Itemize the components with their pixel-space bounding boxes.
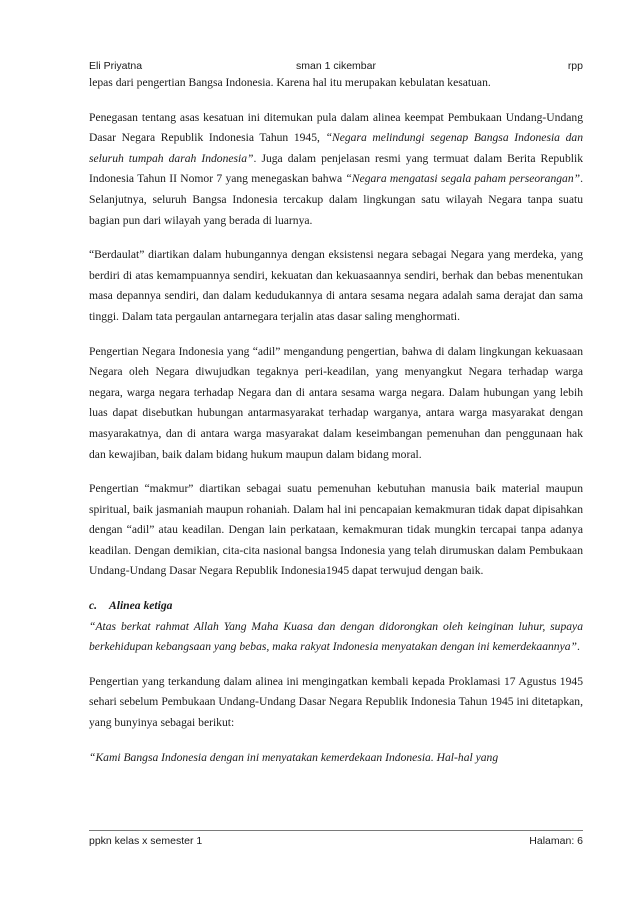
header-school: sman 1 cikembar (296, 60, 376, 72)
paragraph-adil: Pengertian Negara Indonesia yang “adil” mengandung pengertian, bahwa di dalam lingkungan kekuasaan Negara oleh Negara diwujudkan tegaknya peri-keadilan, yang menyangkut Negara terhadap warga negara, warga negara terhadap Negara dan di antara sesama warga negara. Dalam hubungan yang lebih luas dapat disebutkan hubungan antarmasyarakat terhadap warganya, antara warga masyarakat dengan masyarakatnya, dan di antara warga masyarakat dalam keseimbangan pemenuhan dan penggunaan hak dan kewajiban, baik dalam bidang hukum maupun dalam bidang moral. (89, 344, 583, 461)
quote-text: “Atas berkat rahmat Allah Yang Maha Kuasa dan dengan didorongkan oleh keinginan luhur, supaya berkehidupan kebangsaan yang bebas, maka rakyat Indonesia menyatakan dengan ini kemerdekaannya” (89, 619, 583, 654)
p1-quote-negara-mengatasi: “Negara mengatasi segala paham perseorangan” (345, 172, 581, 186)
p1-quote-negara-melindungi: “Negara melindungi segenap Bangsa Indonesia dan seluruh tumpah darah Indonesia” (89, 131, 583, 165)
page-footer (89, 830, 583, 851)
paragraph-proklamasi: Pengertian yang terkandung dalam alinea ini mengingatkan kembali kepada Proklamasi 17 Agustus 1945 sehari sebelum Pembukaan Undang-Undang Dasar Negara Republik Indonesia Tahun 1945 ini ditetapkan, yang bunyinya sebagai berikut: (89, 674, 583, 730)
p1-text-e: . Selanjutnya, seluruh Bangsa Indonesia tercakup dalam lingkungan satu wilayah Negara tanpa suatu bagian pun dari wilayah yang berada di luarnya. (89, 172, 583, 227)
p1-text-c: . Juga dalam penjelasan resmi yang termuat dalam Berita Republik Indonesia Tahun II Nomor 7 yang menegaskan bahwa (89, 151, 583, 186)
paragraph-continuation: lepas dari pengertian Bangsa Indonesia. Karena hal itu merupakan kebulatan kesatuan. (89, 76, 491, 89)
section-letter: c. (89, 599, 98, 613)
quote-end: . (577, 640, 580, 654)
section-heading (89, 596, 583, 617)
quote-alinea-ketiga (89, 617, 583, 658)
paragraph-asas-kesatuan (89, 108, 583, 232)
proklamasi-quote-text: “Kami Bangsa Indonesia dengan ini menyatakan kemerdekaan Indonesia. Hal-hal yang (89, 750, 499, 764)
footer-page-number: Halaman: 6 (529, 835, 583, 847)
header-doc-type: rpp (567, 60, 583, 72)
proklamasi-quote-start (89, 748, 583, 769)
paragraph-makmur: Pengertian “makmur” diartikan sebagai suatu pemenuhan kebutuhan manusia baik material maupun spiritual, baik jasmaniah maupun rohaniah. Dalam hal ini pencapaian kemakmuran tidak dapat dipisahkan dengan “adil” atau keadilan. Dengan lain perkataan, kemakmuran tidak mungkin tercapai tanpa adanya keadilan. Dengan demikian, cita-cita nasional bangsa Indonesia yang telah dirumuskan dalam Pembukaan Undang-Undang Dasar Negara Republik Indonesia1945 dapat terwujud dengan baik. (89, 482, 583, 578)
footer-subject: ppkn kelas x semester 1 (89, 835, 203, 847)
page-content (89, 73, 583, 768)
p1-text-a: Penegasan tentang asas kesatuan ini ditemukan pula dalam alinea keempat Pembukaan Undang-Undang Dasar Negara Republik Indonesia Tahun 1945, (89, 110, 583, 145)
header-author: Eli Priyatna (89, 60, 143, 72)
paragraph-berdaulat: “Berdaulat” diartikan dalam hubungannya dengan eksistensi negara sebagai Negara yang merdeka, yang berdiri di atas kemampuannya sendiri, kekuatan dan kekuasaannya sendiri, berhak dan bebas menentukan masa depannya sendiri, dan dalam kedudukannya di antara sesama negara adalah sama derajat dan sama tinggi. Dalam tata pergaulan antarnegara terjalin atas dasar saling menghormati. (89, 248, 583, 323)
section-title: Alinea ketiga (109, 599, 173, 613)
